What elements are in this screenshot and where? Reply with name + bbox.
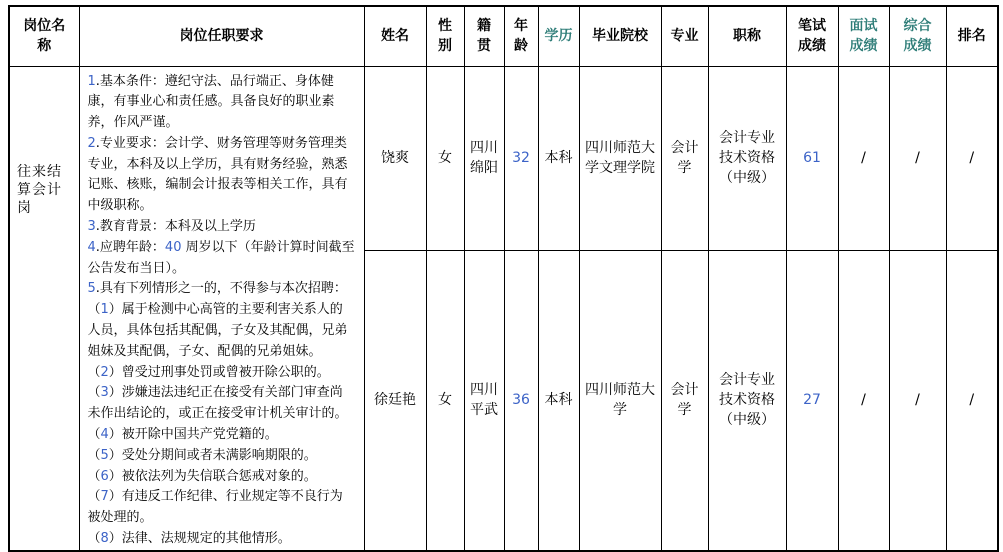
requirement-item: 1.基本条件：遵纪守法、品行端正、身体健康，有事业心和责任感。具备良好的职业素养，作风严谨。 [87, 73, 335, 131]
requirement-item: 4.应聘年龄：40 周岁以下（年龄计算时间截至公告发布当日）。 [87, 239, 355, 276]
requirements-cell [79, 66, 364, 551]
header-requirements: 岗位任职要求 [79, 6, 364, 66]
native-place-cell: 四川绵阳 [464, 66, 504, 250]
comprehensive-score-cell: / [889, 250, 946, 551]
requirement-item: （3）涉嫌违法违纪正在接受有关部门审查尚未作出结论的，或正在接受审计机关审计的。 [87, 385, 348, 422]
header-name: 姓名 [364, 6, 426, 66]
requirement-item: （1）属于检测中心高管的主要利害关系人的人员，具体包括其配偶，子女及其配偶，兄弟姐妹及其配偶，子女、配偶的兄弟姐妹。 [87, 302, 348, 359]
header-row [9, 6, 998, 66]
position-name-cell: 往来结算会计岗 [9, 66, 79, 551]
header-gender: 性别 [426, 6, 464, 66]
requirement-item: （6）被依法列为失信联合惩戒对象的。 [87, 468, 317, 484]
title-cell: 会计专业技术资格（中级） [708, 66, 786, 250]
rank-cell: / [946, 66, 998, 250]
header-interview-score: 面试成绩 [838, 6, 889, 66]
name-cell: 饶爽 [364, 66, 426, 250]
header-written-score: 笔试成绩 [786, 6, 838, 66]
header-rank: 排名 [946, 6, 998, 66]
age-cell: 36 [504, 250, 538, 551]
major-cell: 会计学 [661, 66, 708, 250]
requirement-item: （5）受处分期间或者未满影响期限的。 [87, 447, 317, 463]
header-major: 专业 [661, 6, 708, 66]
name-cell: 徐廷艳 [364, 250, 426, 551]
requirement-item: 2.专业要求：会计学、财务管理等财务管理类专业，本科及以上学历，具有财务经验，熟悉记账、核账，编制会计报表等相关工作，具有中级职称。 [87, 135, 348, 214]
written-score-cell: 27 [786, 250, 838, 551]
header-school: 毕业院校 [579, 6, 661, 66]
header-comprehensive-score: 综合成绩 [889, 6, 946, 66]
native-place-cell: 四川平武 [464, 250, 504, 551]
comprehensive-score-cell: / [889, 66, 946, 250]
education-cell: 本科 [538, 250, 579, 551]
written-score-cell: 61 [786, 66, 838, 250]
requirement-item: （2）曾受过刑事处罚或曾被开除公职的。 [87, 364, 330, 380]
school-cell: 四川师范大学文理学院 [579, 66, 661, 250]
school-cell: 四川师范大学 [579, 250, 661, 551]
title-cell: 会计专业技术资格（中级） [708, 250, 786, 551]
gender-cell: 女 [426, 66, 464, 250]
header-title: 职称 [708, 6, 786, 66]
candidate-row [9, 66, 998, 250]
requirement-item: 3.教育背景：本科及以上学历 [87, 219, 256, 235]
education-cell: 本科 [538, 66, 579, 250]
header-age: 年龄 [504, 6, 538, 66]
requirement-item: （8）法律、法规规定的其他情形。 [87, 531, 291, 547]
header-native-place: 籍贯 [464, 6, 504, 66]
gender-cell: 女 [426, 250, 464, 551]
header-position-name: 岗位名称 [9, 6, 79, 66]
interview-score-cell: / [838, 66, 889, 250]
requirement-item: 5.具有下列情形之一的，不得参与本次招聘： [87, 281, 347, 297]
major-cell: 会计学 [661, 250, 708, 551]
recruitment-table [8, 5, 999, 552]
age-cell: 32 [504, 66, 538, 250]
rank-cell: / [946, 250, 998, 551]
requirement-item: （7）有违反工作纪律、行业规定等不良行为被处理的。 [87, 489, 343, 526]
requirement-item: （4）被开除中国共产党党籍的。 [87, 427, 278, 443]
interview-score-cell: / [838, 250, 889, 551]
header-education: 学历 [538, 6, 579, 66]
